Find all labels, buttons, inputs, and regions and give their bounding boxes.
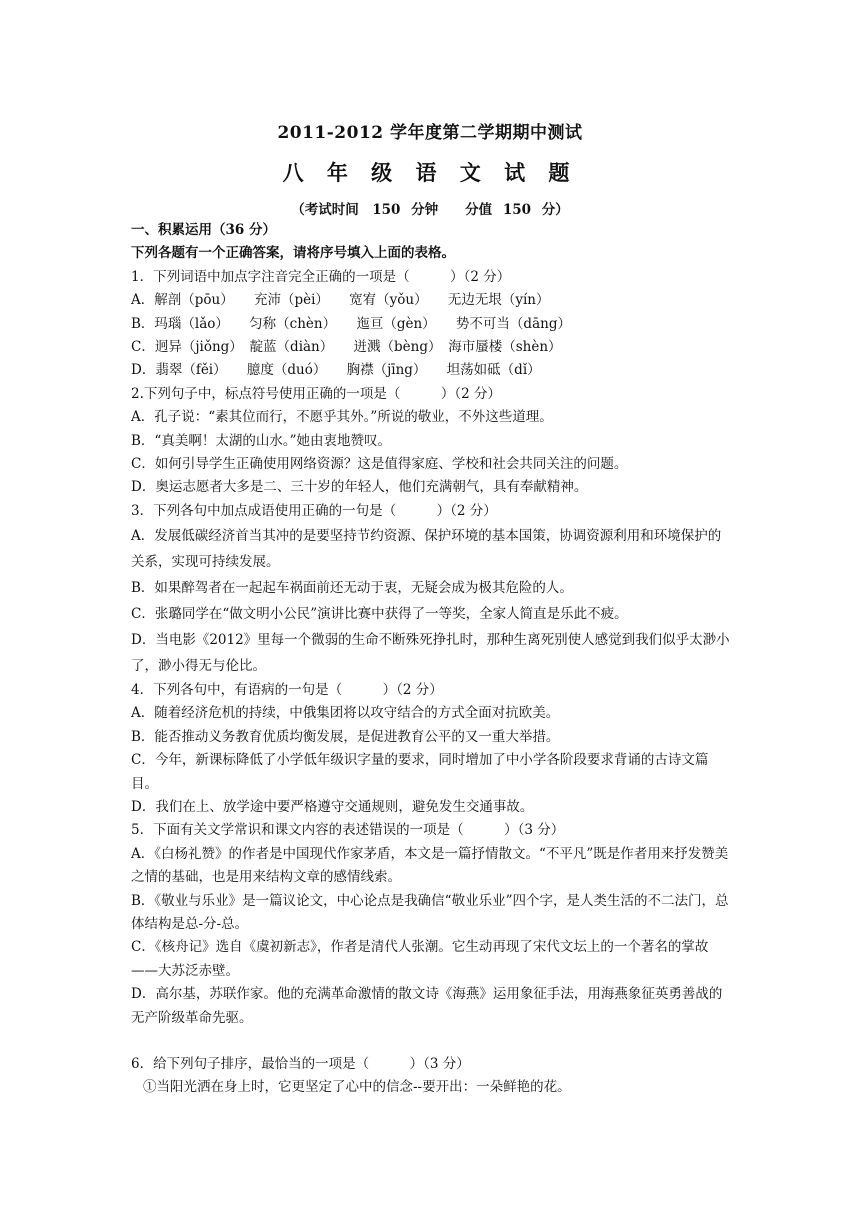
question-3-option-d: D．当电影《2012》里每一个微弱的生命不断殊死挣扎时，那种生离死别使人感觉到我们似乎太渺小了，渺小得无与伦比。	[131, 632, 730, 675]
question-5-stem: 5．下面有关文学常识和课文内容的表述错误的一项是（ ）（3 分）	[131, 822, 565, 839]
exam-content	[131, 219, 731, 1100]
question-5-option-d: D．高尔基，苏联作家。他的充满革命激情的散文诗《海燕》运用象征手法，用海燕象征英勇善战的无产阶级革命先驱。	[131, 986, 723, 1026]
exam-subject-title: 八 年 级 语 文 试 题	[282, 160, 578, 185]
question-3-stem: 3．下列各句中加点成语使用正确的一句是（ ）（2 分）	[131, 502, 497, 519]
question-2-option-a: A．孔子说：“素其位而行，不愿乎其外。”所说的敬业，不外这些道理。	[131, 409, 553, 426]
question-2-stem: 2.下列句子中，标点符号使用正确的一项是（ ）（2 分）	[131, 385, 502, 402]
question-2-option-c: C．如何引导学生正确使用网络资源？这是值得家庭、学校和社会共同关注的问题。	[131, 455, 628, 472]
exam-title: 2011-2012 学年度第二学期期中测试	[277, 123, 583, 143]
question-1-stem: 1．下列词语中加点字注音完全正确的一项是（ ）（2 分）	[131, 268, 511, 285]
question-6-stem: 6．给下列句子排序，最恰当的一项是（ ）（3 分）	[131, 1056, 470, 1073]
section-instruction: 下列各题有一个正确答案，请将序号填入上面的表格。	[131, 245, 455, 262]
section-heading: 一、积累运用（36 分）	[131, 222, 276, 238]
question-1-option-d: D．翡翠（fěi） 臆度（duó） 胸襟（jīng） 坦荡如砥（dǐ）	[131, 362, 541, 379]
question-3-option-b: B．如果醉驾者在一起起车祸面前还无动于衷，无疑会成为极其危险的人。	[131, 580, 573, 597]
question-4-option-b: B．能否推动义务教育优质均衡发展，是促进教育公平的又一重大举措。	[131, 728, 560, 745]
question-6-item-1: ①当阳光洒在身上时，它更坚定了心中的信念--要开出：一朵鲜艳的花。	[143, 1079, 571, 1096]
question-5-option-c: C．《核舟记》选自《虞初新志》，作者是清代人张潮。它生动再现了宋代文坛上的一个著名的掌故——大苏泛赤壁。	[131, 939, 709, 979]
question-2-option-d: D．奥运志愿者大多是二、三十岁的年轻人，他们充满朝气，具有奉献精神。	[131, 479, 588, 496]
exam-info: （考试时间 150 分钟 分值 150 分）	[291, 202, 569, 218]
question-4-option-c: C．今年，新课标降低了小学低年级识字量的要求，同时增加了中小学各阶段要求背诵的古诗文篇目。	[131, 752, 709, 792]
question-1-option-c: C．迥异（jiǒng） 靛蓝（diàn） 迸溅（bèng） 海市蜃楼（shèn）	[131, 338, 562, 355]
question-4-stem: 4．下列各句中，有语病的一句是（ ）（2 分）	[131, 682, 443, 699]
question-1-option-b: B．玛瑙（lǎo） 匀称（chèn） 迤亘（gèn） 势不可当（dāng）	[131, 315, 571, 332]
question-1-option-a: A．解剖（pōu） 充沛（pèi） 宽宥（yǒu） 无边无垠（yín）	[131, 292, 550, 309]
question-3-option-a: A．发展低碳经济首当其冲的是要坚持节约资源、保护环境的基本国策，协调资源利用和环境保护的关系，实现可持续发展。	[131, 528, 722, 571]
spacer	[131, 1030, 731, 1053]
question-5-option-a: A．《白杨礼赞》的作者是中国现代作家茅盾，本文是一篇抒情散文。“不平凡”既是作者用来抒发赞美之情的基础，也是用来结构文章的感情线索。	[131, 845, 729, 886]
question-2-option-b: B．“真美啊！太湖的山水。”她由衷地赞叹。	[131, 432, 391, 449]
question-3-option-c: C．张璐同学在“做文明小公民”演讲比赛中获得了一等奖，全家人简直是乐此不疲。	[131, 606, 628, 623]
question-5-option-b: B．《敬业与乐业》是一篇议论文，中心论点是我确信“敬业乐业”四个字，是人类生活的不二法门，总体结构是总-分-总。	[131, 892, 729, 933]
question-4-option-a: A．随着经济危机的持续，中俄集团将以攻守结合的方式全面对抗欧美。	[131, 705, 560, 722]
question-4-option-d: D．我们在上、放学途中要严格遵守交通规则，避免发生交通事故。	[131, 799, 534, 816]
